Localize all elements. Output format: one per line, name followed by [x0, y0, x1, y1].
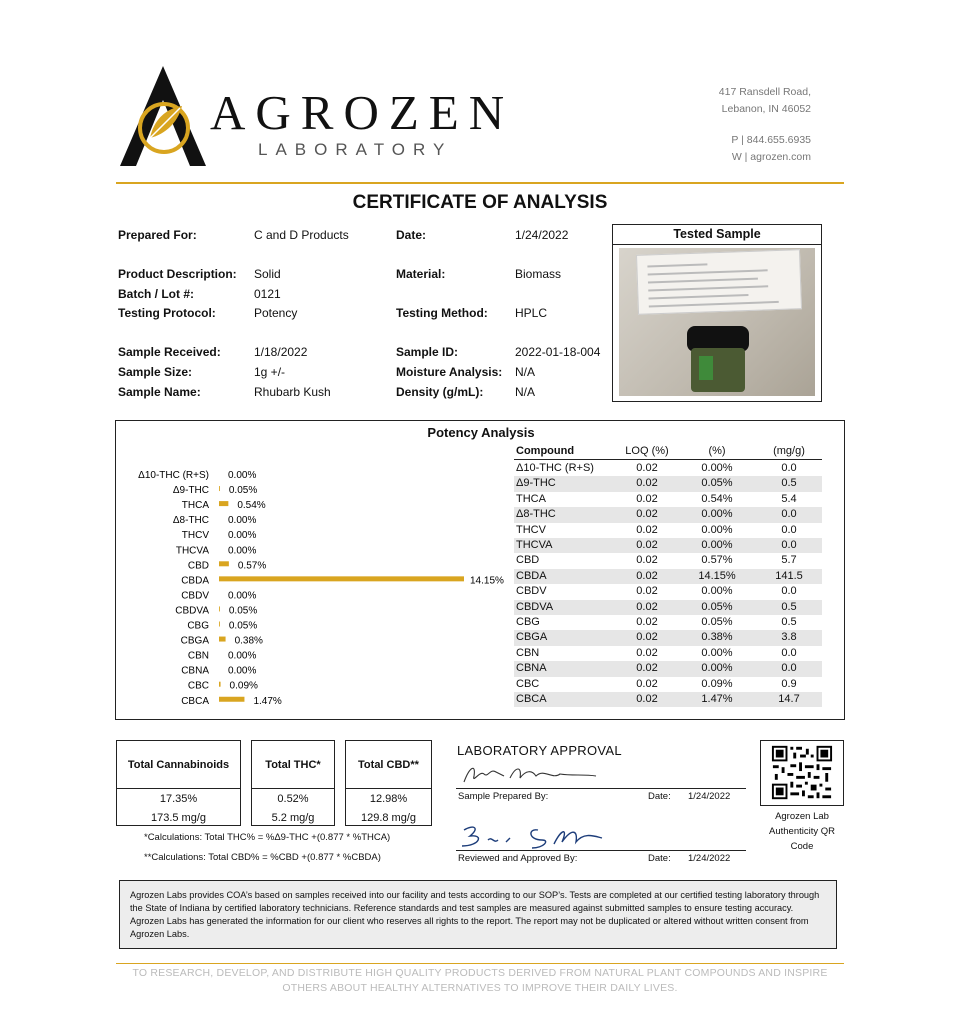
sample-size-value: 1g +/- — [254, 365, 286, 379]
mgg-cell: 0.0 — [781, 646, 797, 659]
chart-data-label: 0.00% — [228, 665, 257, 677]
percent-cell: 0.00% — [701, 508, 733, 521]
compound-cell: CBG — [516, 616, 540, 628]
brand-name: AGROZEN — [210, 85, 515, 140]
table-row — [514, 600, 822, 615]
loq-cell: 0.02 — [636, 677, 658, 690]
table-row — [514, 523, 822, 538]
disclaimer-text: Agrozen Labs provides COA’s based on samples received into our facility and tests according to our SOP’s. Tests are completed at our certified testing laboratory through the State of Indiana by certified laboratory technicians. Reference standards and test samples are measured against submitted samples to ensure testing accuracy. Agrozen Labs has generated the information for our client who reserves all rights to the report. The report may not be duplicated or altered without written consent from Agrozen Labs. — [119, 880, 837, 949]
chart-category-label: CBDA — [181, 575, 209, 587]
prepared-for-label: Prepared For: — [118, 228, 197, 242]
loq-cell: 0.02 — [636, 600, 658, 613]
total-cbd-mg: 129.8 mg/g — [360, 812, 417, 824]
loq-cell: 0.02 — [636, 492, 658, 505]
preparer-signature — [460, 762, 600, 788]
table-row — [514, 492, 822, 507]
chart-category-label: CBNA — [181, 665, 209, 677]
approved-by-label: Reviewed and Approved By: — [458, 853, 578, 864]
tested-sample-panel — [612, 224, 822, 402]
sample-received-value: 1/18/2022 — [254, 345, 308, 359]
phone-number: P | 844.655.6935 — [731, 134, 811, 146]
potency-title: Potency Analysis — [427, 425, 535, 440]
table-row — [514, 661, 822, 676]
chart-bar — [219, 622, 220, 627]
footer-divider — [116, 963, 844, 964]
potency-analysis-panel — [115, 420, 845, 720]
loq-cell: 0.02 — [636, 616, 658, 628]
mgg-cell: 0.0 — [781, 508, 797, 521]
table-row — [514, 692, 822, 707]
date-label: Date: — [396, 228, 427, 242]
table-row — [514, 584, 822, 599]
mgg-cell: 0.0 — [781, 523, 797, 536]
chart-category-label: CBCA — [181, 695, 209, 707]
table-row — [514, 569, 822, 584]
total-thc-label: Total THC* — [252, 741, 334, 789]
lab-address — [680, 84, 811, 118]
chart-data-label: 0.00% — [228, 470, 257, 481]
chart-data-label: 1.47% — [253, 695, 282, 707]
chart-category-label: THCVA — [175, 545, 209, 557]
chart-category-label: THCA — [181, 500, 209, 512]
lab-contact — [680, 132, 811, 166]
chart-data-label: 0.57% — [237, 560, 267, 572]
mgg-cell: 0.9 — [781, 677, 797, 690]
material-value: Biomass — [515, 267, 562, 281]
total-cannabinoids-box — [116, 740, 241, 826]
approver-signature — [458, 822, 608, 850]
total-thc-mg: 5.2 mg/g — [271, 812, 315, 824]
total-cbd-label: Total CBD** — [346, 741, 431, 789]
compound-cell: Δ10-THC (R+S) — [516, 462, 594, 474]
mgg-cell: 5.4 — [781, 492, 797, 505]
batch-value: 0121 — [254, 287, 281, 301]
chart-data-label: 0.00% — [228, 515, 257, 527]
chart-category-label: Δ8-THC — [172, 515, 209, 527]
prepared-by-rule — [456, 788, 746, 789]
chart-data-label: 0.38% — [234, 635, 263, 647]
chart-bar — [219, 576, 464, 581]
total-cbd-box — [345, 740, 432, 826]
sample-id-label: Sample ID: — [396, 345, 459, 359]
compound-cell: Δ9-THC — [516, 477, 556, 490]
brand-subtitle: LABORATORY — [258, 140, 453, 159]
sample-received-label: Sample Received: — [118, 345, 221, 359]
chart-category-label: CBD — [187, 560, 209, 572]
compound-cell: CBNA — [516, 662, 547, 675]
chart-category-label: CBDVA — [175, 605, 209, 617]
percent-cell: 0.57% — [701, 554, 733, 567]
testing-protocol-value: Potency — [254, 306, 298, 320]
chart-category-label: THCV — [181, 530, 209, 542]
certificate-title: CERTIFICATE OF ANALYSIS — [352, 192, 608, 213]
percent-cell: 14.15% — [698, 569, 736, 582]
chart-category-label: CBDV — [181, 590, 209, 602]
mgg-cell: 0.0 — [781, 462, 797, 474]
authenticity-qr-code[interactable] — [760, 740, 844, 806]
compound-cell: Δ8-THC — [516, 508, 556, 521]
chart-data-label: 0.00% — [228, 545, 257, 557]
product-description-value: Solid — [254, 267, 281, 281]
percent-cell: 0.00% — [701, 662, 733, 675]
table-header-rule — [514, 459, 822, 460]
chart-data-label: 0.05% — [228, 485, 258, 497]
total-thc-percent: 0.52% — [277, 793, 309, 805]
total-cbd-percent: 12.98% — [369, 793, 408, 805]
mgg-cell: 3.8 — [781, 631, 797, 644]
chart-data-label: 0.09% — [229, 680, 258, 692]
chart-category-label: CBN — [187, 650, 209, 662]
testing-method-label: Testing Method: — [396, 306, 488, 320]
chart-data-label: 14.15% — [470, 575, 504, 587]
chart-category-label: CBG — [187, 620, 209, 632]
compound-cell: CBDV — [516, 585, 547, 598]
qr-caption — [750, 809, 854, 854]
total-cannabinoids-percent: 17.35% — [159, 793, 198, 805]
chart-bar — [219, 561, 229, 566]
mgg-cell: 141.5 — [775, 569, 803, 582]
compound-cell: THCV — [516, 523, 546, 536]
table-row — [514, 461, 822, 476]
chart-data-label: 0.00% — [228, 530, 257, 542]
compound-cell: CBGA — [516, 631, 548, 644]
table-row — [514, 630, 822, 645]
chart-category-label: CBC — [187, 680, 209, 692]
compound-cell: CBN — [516, 646, 540, 659]
chart-category-label: Δ9-THC — [172, 485, 209, 497]
sample-name-label: Sample Name: — [118, 385, 201, 399]
loq-cell: 0.02 — [636, 662, 658, 675]
total-cannabinoids-mg: 173.5 mg/g — [150, 812, 207, 824]
prepared-date-label: Date: — [648, 791, 671, 802]
sample-photo — [619, 248, 815, 396]
compound-cell: THCVA — [516, 539, 553, 551]
percent-cell: 0.00% — [701, 539, 733, 551]
loq-cell: 0.02 — [636, 539, 658, 551]
loq-cell: 0.02 — [636, 646, 658, 659]
table-row — [514, 476, 822, 491]
loq-cell: 0.02 — [636, 585, 658, 598]
product-description-label: Product Description: — [118, 267, 237, 281]
material-label: Material: — [396, 267, 446, 281]
address-line-1: 417 Ransdell Road, — [718, 86, 811, 98]
batch-label: Batch / Lot #: — [118, 287, 195, 301]
compound-cell: CBCA — [516, 693, 547, 705]
mgg-cell: 0.0 — [781, 585, 797, 598]
compound-cell: CBDA — [516, 569, 547, 582]
chart-data-label: 0.00% — [228, 650, 257, 662]
mgg-cell: 0.5 — [781, 600, 797, 613]
laboratory-approval-title: LABORATORY APPROVAL — [457, 743, 622, 758]
address-line-2: Lebanon, IN 46052 — [721, 103, 811, 115]
compound-cell: CBDVA — [516, 600, 554, 613]
loq-cell: 0.02 — [636, 508, 658, 521]
table-row — [514, 646, 822, 661]
loq-cell: 0.02 — [636, 554, 658, 567]
col-header-percent: (%) — [708, 445, 726, 457]
total-thc-box — [251, 740, 335, 826]
chart-bar — [219, 606, 220, 611]
percent-cell: 0.00% — [701, 523, 733, 536]
date-value: 1/24/2022 — [515, 228, 569, 242]
website: W | agrozen.com — [731, 151, 811, 163]
chart-bar — [219, 486, 220, 491]
moisture-label: Moisture Analysis: — [396, 365, 503, 379]
percent-cell: 0.00% — [701, 462, 733, 474]
percent-cell: 0.09% — [701, 677, 733, 690]
sample-jar-label — [699, 356, 713, 380]
percent-cell: 0.05% — [701, 477, 733, 490]
loq-cell: 0.02 — [636, 693, 658, 705]
loq-cell: 0.02 — [636, 462, 658, 474]
qr-caption-line-3: Code — [790, 841, 814, 852]
prepared-date-value: 1/24/2022 — [688, 791, 731, 802]
table-row — [514, 553, 822, 568]
chart-data-label: 0.54% — [237, 500, 266, 512]
percent-cell: 0.54% — [701, 492, 733, 505]
tested-sample-title: Tested Sample — [613, 225, 821, 245]
percent-cell: 0.05% — [701, 600, 733, 613]
prepared-by-label: Sample Prepared By: — [458, 791, 549, 802]
mgg-cell: 0.5 — [781, 477, 797, 490]
percent-cell: 0.00% — [701, 585, 733, 598]
thc-calculation-note: *Calculations: Total THC% = %Δ9-THC +(0.877 * %THCA) — [144, 832, 391, 843]
table-row — [514, 615, 822, 630]
header-divider — [116, 182, 844, 184]
loq-cell: 0.02 — [636, 631, 658, 644]
density-label: Density (g/mL): — [396, 385, 484, 399]
compound-cell: CBD — [516, 554, 540, 567]
percent-cell: 0.00% — [701, 646, 733, 659]
table-row — [514, 507, 822, 522]
col-header-loq: LOQ (%) — [625, 445, 669, 457]
loq-cell: 0.02 — [636, 569, 658, 582]
mgg-cell: 0.0 — [781, 539, 797, 551]
sample-name-value: Rhubarb Kush — [254, 385, 331, 399]
chart-data-label: 0.00% — [228, 590, 257, 602]
chart-bar — [219, 501, 228, 506]
approved-by-rule — [456, 850, 746, 851]
chart-bar — [219, 637, 226, 642]
sample-bag-image — [636, 249, 802, 315]
chart-category-label: Δ10-THC (R+S) — [138, 470, 209, 481]
qr-caption-line-1: Agrozen Lab — [775, 811, 829, 822]
chart-category-label: CBGA — [180, 635, 209, 647]
compound-cell: CBC — [516, 677, 540, 690]
percent-cell: 0.05% — [701, 616, 733, 628]
chart-data-label: 0.05% — [228, 620, 258, 632]
table-row — [514, 538, 822, 553]
mgg-cell: 14.7 — [778, 693, 800, 705]
density-value: N/A — [515, 385, 536, 399]
testing-method-value: HPLC — [515, 306, 548, 320]
prepared-for-value: C and D Products — [254, 228, 349, 242]
approved-date-value: 1/24/2022 — [688, 853, 731, 864]
total-cannabinoids-label: Total Cannabinoids — [117, 741, 240, 789]
sample-size-label: Sample Size: — [118, 365, 193, 379]
compound-cell: THCA — [516, 492, 546, 505]
mgg-cell: 0.5 — [781, 616, 797, 628]
chart-data-label: 0.05% — [228, 605, 258, 617]
mgg-cell: 5.7 — [781, 554, 797, 567]
chart-bar — [219, 682, 221, 687]
percent-cell: 1.47% — [701, 693, 733, 705]
col-header-mgg: (mg/g) — [773, 445, 805, 457]
col-header-compound: Compound — [516, 445, 575, 457]
sample-id-value: 2022-01-18-004 — [515, 345, 601, 359]
loq-cell: 0.02 — [636, 523, 658, 536]
chart-bar — [219, 697, 244, 702]
loq-cell: 0.02 — [636, 477, 658, 490]
agrozen-logo-icon — [120, 66, 206, 168]
percent-cell: 0.38% — [701, 631, 733, 644]
testing-protocol-label: Testing Protocol: — [118, 306, 216, 320]
cbd-calculation-note: **Calculations: Total CBD% = %CBD +(0.877 * %CBDA) — [144, 852, 381, 863]
qr-caption-line-2: Authenticity QR — [769, 826, 835, 837]
potency-bar-chart — [116, 421, 506, 719]
mgg-cell: 0.0 — [781, 662, 797, 675]
approved-date-label: Date: — [648, 853, 671, 864]
mission-statement: TO RESEARCH, DEVELOP, AND DISTRIBUTE HIGH QUALITY PRODUCTS DERIVED FROM NATURAL PLANT COMPOUNDS AND INSPIRE OTHERS ABOUT HEALTHY ALTERNATIVES TO IMPROVE THEIR DAILY LIVES. — [132, 967, 828, 994]
table-row — [514, 677, 822, 692]
moisture-value: N/A — [515, 365, 536, 379]
